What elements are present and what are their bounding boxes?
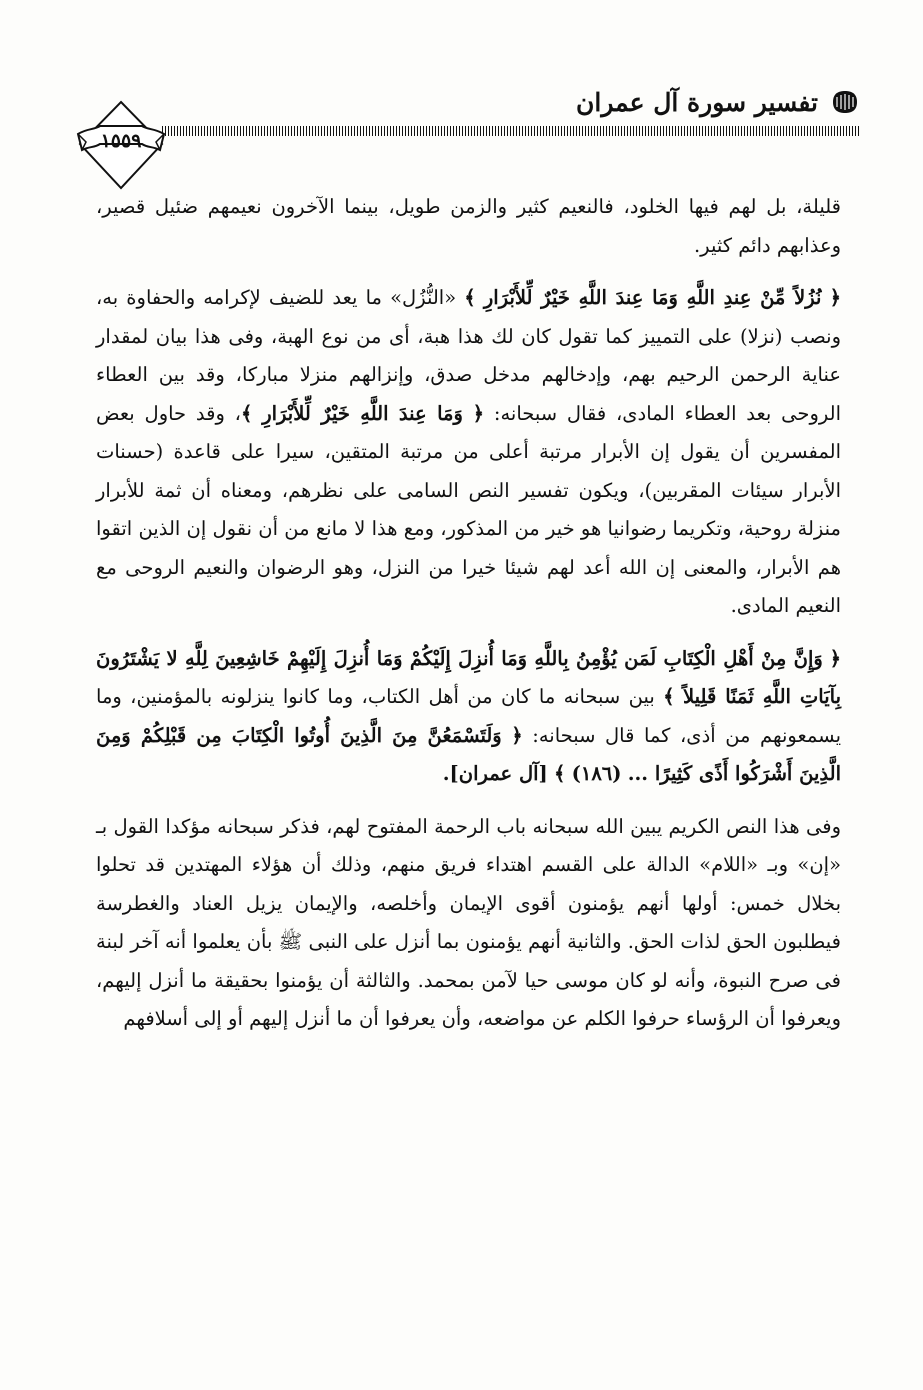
paragraph-1-text: قليلة، بل لهم فيها الخلود، فالنعيم كثير والزمن طويل، بينما الآخرون نعيمهم ضئيل قصير، وعذابهم دائم كثير. — [96, 195, 841, 257]
paragraph-4-text: وفى هذا النص الكريم يبين الله سبحانه باب الرحمة المفتوح لهم، فذكر سبحانه مؤكدا القول بـ «إن» وبـ «اللام» الدالة على القسم اهتداء فريق منهم، وذلك أن هؤلاء المهتدين قد تحلوا بخلال خمس: أولها أنهم يؤمنون أقوى الإيمان وأخلصه، والإيمان يزيل العناد والغطرسة فيطلبون الحق لذات الحق. والثانية أنهم يؤمنون بما أنزل على النبى ﷺ بأن يعلموا أنه آخر لبنة فى صرح النبوة، وأنه لو كان موسى حيا لآمن بمحمد. والثالثة أن يؤمنوا بحقيقة ما أنزل إليهم، ويعرفوا أن الرؤساء حرفوا الكلم عن مواضعه، وأن يعرفوا أن ما أنزل إليهم أو إلى أسلافهم — [96, 814, 841, 1030]
header-rule — [162, 126, 860, 136]
paragraph-3 — [96, 640, 841, 794]
quran-verse: وَمَا عِندَ اللَّهِ خَيْرٌ لِّلأَبْرَارِ — [262, 401, 463, 425]
paragraph-1 — [96, 188, 841, 265]
quran-bracket-open: ﴿ — [829, 286, 841, 309]
verse-number: (١٨٦) — [571, 762, 622, 785]
quran-bracket-close: ﴾ — [240, 401, 253, 425]
surah-reference: [آل عمران]. — [442, 762, 548, 785]
page-title: تفسير سورة آل عمران — [576, 88, 818, 117]
quran-bracket-close: ﴾ — [553, 762, 566, 785]
page-number: ١٥٥٩ — [100, 130, 142, 152]
body-text — [96, 188, 841, 1053]
quran-bracket-open: ﴿ — [511, 723, 523, 747]
page-number-badge — [76, 100, 166, 192]
quran-verse: وَلَتَسْمَعُنَّ مِنَ الَّذِينَ أُوتُوا الْكِتَابَ مِن قَبْلِكُمْ وَمِنَ الَّذِينَ أَشْرَكُوا أَذًى كَثِيرًا ... — [96, 723, 841, 785]
paragraph-2-text-2: ، وقد حاول بعض المفسرين أن يقول إن الأبرار مرتبة أعلى من مرتبة المتقين، سيرا على قاعدة (حسنات الأبرار سيئات المقربين)، ويكون تفسير النص السامى على نظرهم، ومعناه أن ثمة للأبرار منزلة روحية، وتكريما رضوانيا هو خير من المذكور، ومع هذا لا مانع من أن نقول إن الذين اتقوا هم الأبرار، والمعنى إن الله أعد لهم شيئا خيرا من النزل، وهو الرضوان والنعيم الروحى مع النعيم المادى. — [96, 401, 841, 617]
quran-verse: وَإِنَّ مِنْ أَهْلِ الْكِتَابِ لَمَن يُؤْمِنُ بِاللَّهِ وَمَا أُنزِلَ إِلَيْكُمْ وَمَا أُنزِلَ إِلَيْهِمْ خَاشِعِينَ لِلَّهِ لا يَشْتَرُونَ بِآيَاتِ اللَّهِ ثَمَنًا قَلِيلاً — [96, 646, 842, 708]
quran-bracket-open: ﴿ — [472, 401, 485, 425]
paragraph-4 — [96, 808, 841, 1039]
quran-bracket-close: ﴾ — [464, 286, 476, 309]
running-header — [70, 70, 860, 190]
quran-bracket-close: ﴾ — [663, 685, 675, 708]
paragraph-2 — [96, 279, 841, 626]
paragraph-2-text-1: «النُّزُل» ما يعد للضيف لإكرامه والحفاوة به، ونصب (نزلا) على التمييز كما تقول كان لك هذا هبة، أى من نوع الهبة، وفى هذا بيان لمقدار عناية الرحمن الرحيم بهم، وإدخالهم مدخل صدق، وإنزالهم منزلا مباركا، وقد بين العطاء الروحى بعد العطاء المادى، فقال سبحانه: — [96, 286, 841, 425]
ornament-icon — [830, 89, 860, 115]
quran-bracket-open: ﴿ — [829, 646, 841, 670]
paragraph-3-text: بين سبحانه ما كان من أهل الكتاب، وما كانوا ينزلونه بالمؤمنين، وما يسمعونهم من أذى، كما قال سبحانه: — [96, 685, 842, 747]
quran-verse: نُزُلاً مِّنْ عِندِ اللَّهِ وَمَا عِندَ اللَّهِ خَيْرٌ لِّلأَبْرَارِ — [483, 286, 822, 309]
